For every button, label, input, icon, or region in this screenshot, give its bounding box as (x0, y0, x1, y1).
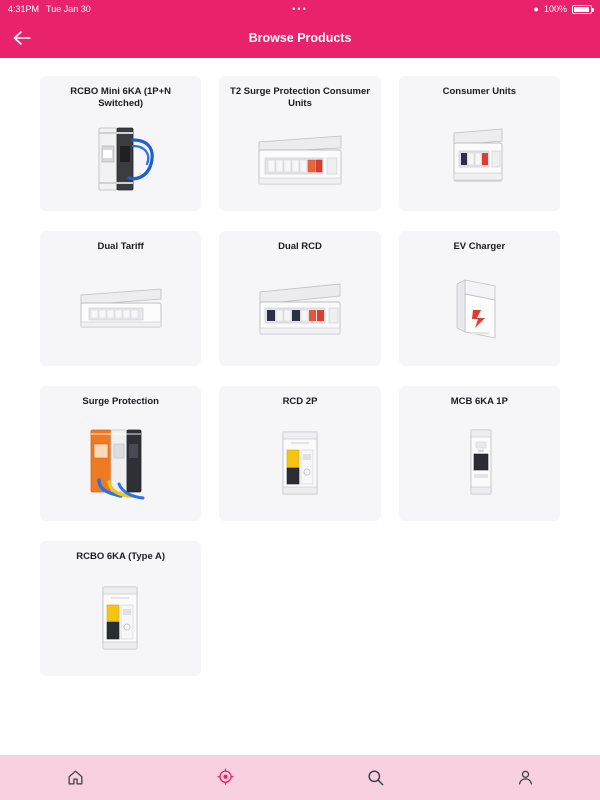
nav-item-browse[interactable] (150, 755, 300, 800)
nav-item-account[interactable] (450, 755, 600, 800)
product-name: MCB 6KA 1P (450, 396, 508, 407)
status-dots: ••• (292, 4, 308, 14)
home-icon (66, 768, 85, 787)
dual-rcd-unit-image (227, 253, 372, 360)
ev-charger-image (407, 253, 552, 360)
dual-tariff-unit-image (48, 253, 193, 360)
product-card[interactable] (219, 231, 380, 366)
rcd-2p-image (227, 408, 372, 515)
wifi-icon: ● (533, 4, 539, 14)
status-bar (0, 0, 600, 18)
product-card[interactable] (40, 541, 201, 676)
user-icon (516, 768, 535, 787)
product-name: Consumer Units (442, 86, 516, 97)
product-name: Dual Tariff (97, 241, 144, 252)
consumer-unit-image (407, 98, 552, 205)
product-card[interactable] (40, 76, 201, 211)
page-title: Browse Products (248, 31, 352, 45)
target-icon (216, 768, 235, 787)
product-card[interactable] (40, 386, 201, 521)
back-button[interactable] (0, 18, 44, 58)
nav-item-home[interactable] (0, 755, 150, 800)
surge-protection-device-image (48, 408, 193, 515)
battery-full-icon (572, 5, 592, 14)
product-name: RCD 2P (282, 396, 318, 407)
product-card[interactable] (399, 231, 560, 366)
product-card[interactable] (399, 386, 560, 521)
bottom-navigation-bar (0, 755, 600, 800)
rcbo-mini-breaker-image (48, 110, 193, 205)
app-header (0, 18, 600, 58)
status-date: Tue Jan 30 (46, 4, 91, 14)
product-card[interactable] (219, 386, 380, 521)
product-name: EV Charger (453, 241, 506, 252)
product-name: T2 Surge Protection Consumer Units (230, 86, 370, 109)
consumer-unit-surge-image (227, 110, 372, 205)
product-grid (40, 76, 560, 676)
svg-text:6kA: 6kA (478, 448, 485, 453)
status-bar-left (8, 4, 91, 14)
mcb-6ka-1p-image (407, 408, 552, 515)
arrow-left-icon (12, 30, 32, 46)
product-name: Surge Protection (82, 396, 159, 407)
product-card[interactable] (219, 76, 380, 211)
status-time: 4:31PM (8, 4, 40, 14)
nav-item-search[interactable] (300, 755, 450, 800)
product-name: RCBO Mini 6KA (1P+N Switched) (70, 86, 172, 109)
status-bar-right (534, 4, 592, 14)
product-name: RCBO 6KA (Type A) (76, 551, 166, 562)
product-name: Dual RCD (278, 241, 322, 252)
product-card[interactable] (40, 231, 201, 366)
search-icon (366, 768, 385, 787)
product-list-scroll-area[interactable] (0, 58, 600, 755)
rcbo-6ka-type-a-image (48, 563, 193, 670)
product-card[interactable] (399, 76, 560, 211)
battery-percent-label: 100% (543, 4, 567, 14)
